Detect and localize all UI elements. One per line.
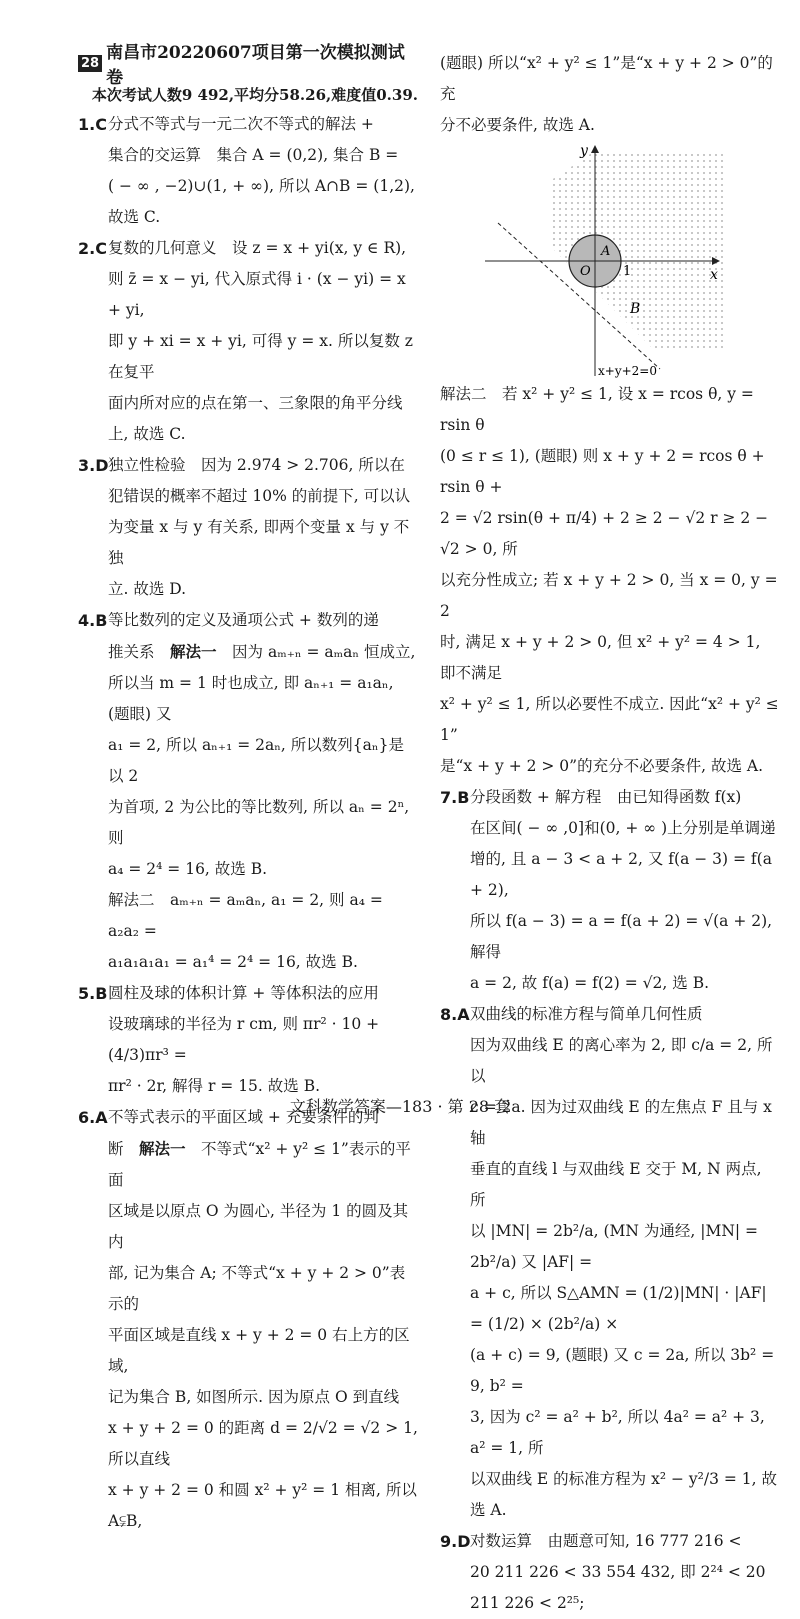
paper-title xyxy=(78,43,418,88)
text-span: 因为 aₘ₊ₙ = aₘaₙ 恒成立, xyxy=(216,643,416,661)
answer-1 xyxy=(78,109,418,233)
answer-9-label: 9.D xyxy=(440,1532,471,1551)
text-line: 记为集合 B, 如图所示. 因为原点 O 到直线 xyxy=(108,1388,400,1406)
left-column xyxy=(78,43,418,1537)
text-line: c = 2a. 因为过双曲线 E 的左焦点 F 且与 x 轴 xyxy=(470,1098,772,1147)
text-line: 以 |MN| = 2b²/a, (MN 为通经, |MN| = 2b²/a) 又 |AF| = xyxy=(470,1222,759,1271)
answer-2 xyxy=(78,233,418,450)
text-line: 增的, 且 a − 3 < a + 2, 又 f(a − 3) = f(a + 2), xyxy=(470,850,772,899)
text-line: a₁ = 2, 所以 aₙ₊₁ = 2aₙ, 所以数列{aₙ}是以 2 xyxy=(108,736,404,785)
text-line: 解法二 aₘ₊ₙ = aₘaₙ, a₁ = 2, 则 a₄ = a₂a₂ = xyxy=(108,891,383,940)
text-line: 复数的几何意义 设 z = x + yi(x, y ∈ R), xyxy=(108,239,407,257)
text-line: a = 2, 故 f(a) = f(2) = √2, 选 B. xyxy=(470,974,710,992)
text-span: 不等式“x² + y² ≤ 1”表示的平面 xyxy=(108,1140,411,1189)
answer-6-label: 6.A xyxy=(78,1108,108,1127)
text-line: 圆柱及球的体积计算 + 等体积法的应用 xyxy=(108,984,379,1002)
text-line: 立. 故选 D. xyxy=(108,580,187,598)
answer-7 xyxy=(440,782,780,999)
text-line: 以双曲线 E 的标准方程为 x² − y²/3 = 1, 故选 A. xyxy=(470,1470,778,1519)
set-b-label: B xyxy=(630,301,641,317)
answer-4 xyxy=(78,605,418,885)
set-a-label: A xyxy=(601,244,611,259)
answer-6-continued xyxy=(440,48,780,141)
text-line: 即 y + xi = x + yi, 可得 y = x. 所以复数 z 在复平 xyxy=(108,332,413,381)
x-axis-label: x xyxy=(710,267,718,283)
method-label: 解法一 xyxy=(170,642,217,661)
text-line: a₁a₁a₁a₁ = a₁⁴ = 2⁴ = 16, 故选 B. xyxy=(108,953,358,971)
answer-6 xyxy=(78,1102,418,1537)
text-line: (0 ≤ r ≤ 1), (题眼) 则 x + y + 2 = rcos θ + rsin θ + xyxy=(440,447,765,496)
answer-4-method-2 xyxy=(78,885,418,978)
text-line: 分不必要条件, 故选 A. xyxy=(440,116,595,134)
text-line: 垂直的直线 l 与双曲线 E 交于 M, N 两点, 所 xyxy=(470,1160,762,1209)
text-line: πr² · 2r, 解得 r = 15. 故选 B. xyxy=(108,1077,321,1095)
answer-3-label: 3.D xyxy=(78,456,109,475)
region-figure xyxy=(480,141,730,379)
set-number-badge: 28 xyxy=(78,55,102,72)
text-line: 等比数列的定义及通项公式 + 数列的递 xyxy=(108,611,379,629)
text-line: x + y + 2 = 0 和圆 x² + y² = 1 相离, 所以 A⫋B, xyxy=(108,1481,417,1530)
text-span: 断 xyxy=(108,1140,140,1158)
answer-7-label: 7.B xyxy=(440,788,470,807)
text-span: 推关系 xyxy=(108,643,171,661)
text-line: 解法二 若 x² + y² ≤ 1, 设 x = rcos θ, y = rsin θ xyxy=(440,385,754,434)
paper-title-text: 南昌市20220607项目第一次模拟测试卷 xyxy=(106,43,405,88)
text-line: 故选 C. xyxy=(108,208,161,226)
text-line: 设玻璃球的半径为 r cm, 则 πr² · 10 + (4/3)πr³ = xyxy=(108,1015,380,1064)
text-line: 不等式表示的平面区域 + 充要条件的判 xyxy=(108,1108,379,1126)
answer-5 xyxy=(78,978,418,1102)
answer-1-label: 1.C xyxy=(78,115,107,134)
text-line: 2 = √2 rsin(θ + π/4) + 2 ≥ 2 − √2 r ≥ 2 − √2 > 0, 所 xyxy=(440,509,769,558)
text-line: 犯错误的概率不超过 10% 的前提下, 可以认 xyxy=(108,487,411,505)
text-line: 因为双曲线 E 的离心率为 2, 即 c/a = 2, 所以 xyxy=(470,1036,773,1085)
text-line: 是“x + y + 2 > 0”的充分不必要条件, 故选 A. xyxy=(440,757,763,775)
text-line: 以充分性成立; 若 x + y + 2 > 0, 当 x = 0, y = 2 xyxy=(440,571,778,620)
text-line: 对数运算 由题意可知, 16 777 216 < xyxy=(470,1532,742,1550)
right-column xyxy=(440,48,780,1619)
text-line xyxy=(108,1133,418,1196)
text-line: x + y + 2 = 0 的距离 d = 2/√2 = √2 > 1, 所以直线 xyxy=(108,1419,418,1468)
text-line: 时, 满足 x + y + 2 > 0, 但 x² + y² = 4 > 1, 即不满足 xyxy=(440,633,761,682)
text-line: 为变量 x 与 y 有关系, 即两个变量 x 与 y 不独 xyxy=(108,518,410,567)
exam-stats: 本次考试人数9 492,平均分58.26,难度值0.39. xyxy=(91,86,418,104)
text-line: 在区间( − ∞ ,0]和(0, + ∞ )上分别是单调递 xyxy=(470,819,776,837)
text-line: 20 211 226 < 33 554 432, 即 2²⁴ < 20 211 226 < 2²⁵; xyxy=(470,1563,766,1612)
answer-8-label: 8.A xyxy=(440,1005,470,1024)
text-line: x² + y² ≤ 1, 所以必要性不成立. 因此“x² + y² ≤ 1” xyxy=(440,695,779,744)
answer-4-label: 4.B xyxy=(78,611,108,630)
text-line: (a + c) = 9, (题眼) 又 c = 2a, 所以 3b² = 9, b² = xyxy=(470,1346,775,1395)
text-line: 所以 f(a − 3) = a = f(a + 2) = √(a + 2), 解得 xyxy=(470,912,773,961)
text-line: a + c, 所以 S△AMN = (1/2)|MN| · |AF| = (1/2) × (2b²/a) × xyxy=(470,1284,767,1333)
text-line: 则 z̄ = x − yi, 代入原式得 i · (x − yi) = x + yi, xyxy=(108,270,406,319)
line-equation-label: x+y+2=0 xyxy=(598,364,657,378)
answer-6-method-2 xyxy=(440,379,780,782)
text-line: 所以当 m = 1 时也成立, 即 aₙ₊₁ = a₁aₙ, (题眼) 又 xyxy=(108,674,394,723)
text-line: 面内所对应的点在第一、三象限的角平分线 xyxy=(108,394,403,412)
answer-3 xyxy=(78,450,418,605)
text-line: ( − ∞ , −2)∪(1, + ∞), 所以 A∩B = (1,2), xyxy=(108,177,415,195)
text-line xyxy=(108,636,418,668)
text-line: 集合的交运算 集合 A = (0,2), 集合 B = xyxy=(108,146,399,164)
text-line: 为首项, 2 为公比的等比数列, 所以 aₙ = 2ⁿ, 则 xyxy=(108,798,410,847)
answer-5-label: 5.B xyxy=(78,984,108,1003)
text-line: 独立性检验 因为 2.974 > 2.706, 所以在 xyxy=(108,456,405,474)
text-line: 区域是以原点 O 为圆心, 半径为 1 的圆及其内 xyxy=(108,1202,409,1251)
y-axis-label: y xyxy=(580,143,588,159)
text-line: a₄ = 2⁴ = 16, 故选 B. xyxy=(108,860,268,878)
text-line: 上, 故选 C. xyxy=(108,425,186,443)
unit-tick-label: 1 xyxy=(623,264,632,279)
y-axis-arrow xyxy=(591,145,599,153)
text-line: 分式不等式与一元二次不等式的解法 + xyxy=(108,115,374,133)
method-label: 解法一 xyxy=(139,1139,186,1158)
origin-label: O xyxy=(580,264,591,279)
text-line: (题眼) 所以“x² + y² ≤ 1”是“x + y + 2 > 0”的充 xyxy=(440,54,773,103)
answer-2-label: 2.C xyxy=(78,239,107,258)
text-line: 部, 记为集合 A; 不等式“x + y + 2 > 0”表示的 xyxy=(108,1264,406,1313)
page-footer: 文科数学答案—183 · 第 28 套 xyxy=(289,1097,511,1116)
answer-8 xyxy=(440,999,780,1526)
text-line: 分段函数 + 解方程 由已知得函数 f(x) xyxy=(470,788,742,806)
text-line: 平面区域是直线 x + y + 2 = 0 右上方的区域, xyxy=(108,1326,410,1375)
answer-9 xyxy=(440,1526,780,1619)
text-line: 双曲线的标准方程与简单几何性质 xyxy=(470,1005,703,1023)
text-line: 3, 因为 c² = a² + b², 所以 4a² = a² + 3, a² = 1, 所 xyxy=(470,1408,765,1457)
